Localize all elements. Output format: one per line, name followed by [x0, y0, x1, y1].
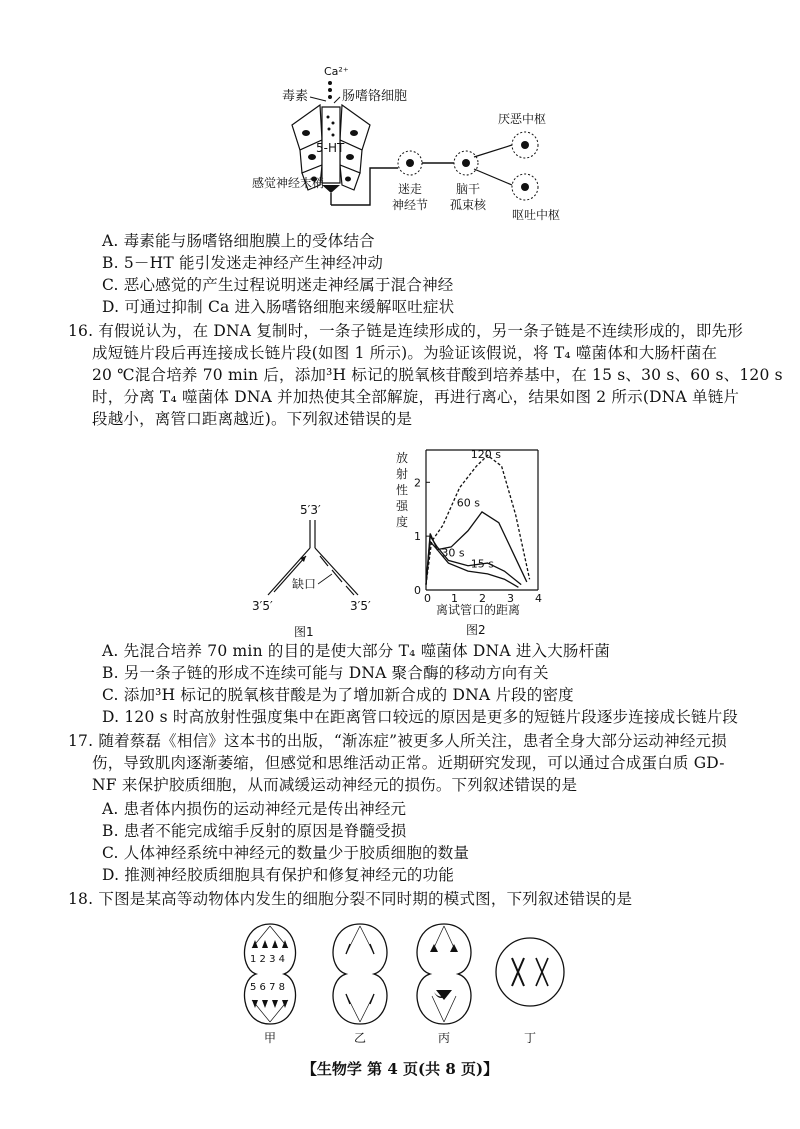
q17-stem-line-3: NF 来保护胶质细胞，从而减缓运动神经元的损伤。下列叙述错误的是: [92, 776, 578, 794]
q17-option-b: B. 患者不能完成缩手反射的原因是脊髓受损: [102, 822, 407, 840]
q17-option-d: D. 推测神经胶质细胞具有保护和修复神经元的功能: [102, 866, 455, 884]
fig2-ytick-label: 0: [414, 584, 421, 597]
fig2-ytick-label: 2: [414, 476, 421, 490]
fig2-series-label: 60 s: [456, 496, 481, 510]
q16-stem-line-5: 段越小，离管口距离越近)。下列叙述错误的是: [92, 410, 413, 428]
fig1-caption: 图1: [294, 625, 314, 639]
q16-option-c: C. 添加³H 标记的脱氧核苷酸是为了增加新合成的 DNA 片段的密度: [102, 686, 574, 704]
cell-jia-bottom-numbers: 5 6 7 8: [250, 982, 285, 993]
neural-pathway-diagram: [230, 55, 560, 230]
q15-option-a: A. 毒素能与肠嗜铬细胞膜上的受体结合: [102, 232, 375, 250]
vomit-label: 呕吐中枢: [512, 208, 560, 222]
cell-division-figures: [230, 918, 590, 1048]
vagus-label-2: 神经节: [392, 198, 429, 212]
q16-stem-line-2: 成短链片段后再连接成长链片段(如图 1 所示)。为验证该假说，将 T₄ 噬菌体和大肠杆菌在: [92, 344, 718, 362]
q16-option-b: B. 另一条子链的形成不连续可能与 DNA 聚合酶的移动方向有关: [102, 664, 549, 682]
fig2-series-label: 30 s: [441, 546, 465, 560]
fig2-xlabel: 离试管口的距离: [436, 603, 521, 617]
cell-jia: [244, 924, 295, 1024]
q17-option-a: A. 患者体内损伤的运动神经元是传出神经元: [102, 800, 407, 818]
aversion-label: 厌恶中枢: [498, 112, 547, 126]
fig2-series-label: 15 s: [470, 557, 495, 571]
q16-stem-line-3: 20 ℃混合培养 70 min 后，添加³H 标记的脱氧核苷酸到培养基中，在 15 s、30 s、60 s、120 s: [92, 366, 783, 384]
fig2-ylabel-char: 强: [396, 499, 409, 513]
fig2-ylabel-char: 度: [396, 515, 409, 529]
fig2-xtick-label: 2: [479, 592, 486, 605]
vagus-label-1: 迷走: [398, 182, 423, 196]
fig2-ylabel-char: 性: [396, 483, 409, 497]
fig1-left-label: 3′5′: [252, 599, 273, 613]
cell-label-ding: 丁: [524, 1031, 537, 1045]
q15-option-b: B. 5－HT 能引发迷走神经产生神经冲动: [102, 254, 384, 272]
fig2-ylabel-char: 放: [396, 451, 409, 465]
q16-stem-line-1: 16. 有假说认为，在 DNA 复制时，一条子链是连续形成的，另一条子链是不连续形成的，即先形: [68, 322, 744, 340]
ec-cell-label: 肠嗜铬细胞: [342, 89, 408, 104]
toxin-label: 毒素: [282, 89, 309, 104]
fig2-xtick-label: 4: [535, 592, 542, 605]
fig2-caption: 图2: [466, 623, 486, 637]
q15-option-d: D. 可通过抑制 Ca 进入肠嗜铬细胞来缓解呕吐症状: [102, 298, 455, 316]
brainstem-label-1: 脑干: [456, 182, 481, 196]
fig2-ylabel-char: 射: [396, 467, 409, 481]
fig2-ylabel: [396, 451, 409, 529]
fig2-series-label: 120 s: [470, 448, 502, 462]
cell-jia-top-numbers: 1 2 3 4: [250, 954, 285, 965]
q18-stem: 18. 下图是某高等动物体内发生的细胞分裂不同时期的模式图，下列叙述错误的是: [68, 890, 633, 908]
sensory-label: 感觉神经末梢: [252, 176, 325, 190]
ca-label: Ca²⁺: [324, 65, 349, 78]
figure-1-replication-fork: [250, 500, 390, 640]
figure-2-chart: [388, 440, 548, 640]
cell-yi: [333, 924, 387, 1024]
q17-stem-line-1: 17. 随着蔡磊《相信》这本书的出版，“渐冻症”被更多人所关注，患者全身大部分运动神经元损: [68, 732, 727, 750]
brainstem-label-2: 孤束核: [450, 198, 487, 212]
q17-option-c: C. 人体神经系统中神经元的数量少于胶质细胞的数量: [102, 844, 470, 862]
cell-bing: [417, 924, 471, 1024]
ht-label: 5-HT: [316, 141, 345, 155]
fig1-right-label: 3′5′: [350, 599, 371, 613]
q17-stem-line-2: 伤，导致肌肉逐渐萎缩，但感觉和思维活动正常。近期研究发现，可以通过合成蛋白质 GD-: [92, 754, 725, 772]
cell-ding: [496, 938, 564, 1006]
q15-option-c: C. 恶心感觉的产生过程说明迷走神经属于混合神经: [102, 276, 454, 294]
cell-label-jia: 甲: [264, 1031, 277, 1045]
fig2-xtick-label: 1: [451, 592, 458, 605]
cell-label-yi: 乙: [354, 1031, 367, 1045]
page-footer: 【生物学 第 4 页(共 8 页)】: [301, 1060, 499, 1078]
q16-option-d: D. 120 s 时高放射性强度集中在距离管口较远的原因是更多的短链片段逐步连接成长链片段: [102, 708, 739, 726]
fig1-gap-label: 缺口: [292, 577, 317, 591]
q16-option-a: A. 先混合培养 70 min 的目的是使大部分 T₄ 噬菌体 DNA 进入大肠杆菌: [102, 642, 611, 660]
cell-label-bing: 丙: [438, 1031, 451, 1045]
fig1-top-label: 5′3′: [300, 503, 321, 517]
fig2-xtick-label: 3: [507, 592, 514, 605]
fig2-ytick-label: 1: [414, 530, 421, 544]
q16-stem-line-4: 时，分离 T₄ 噬菌体 DNA 并加热使其全部解旋，再进行离心，结果如图 2 所示(DNA 单链片: [92, 388, 740, 406]
fig2-xtick-zero: 0: [424, 592, 431, 605]
